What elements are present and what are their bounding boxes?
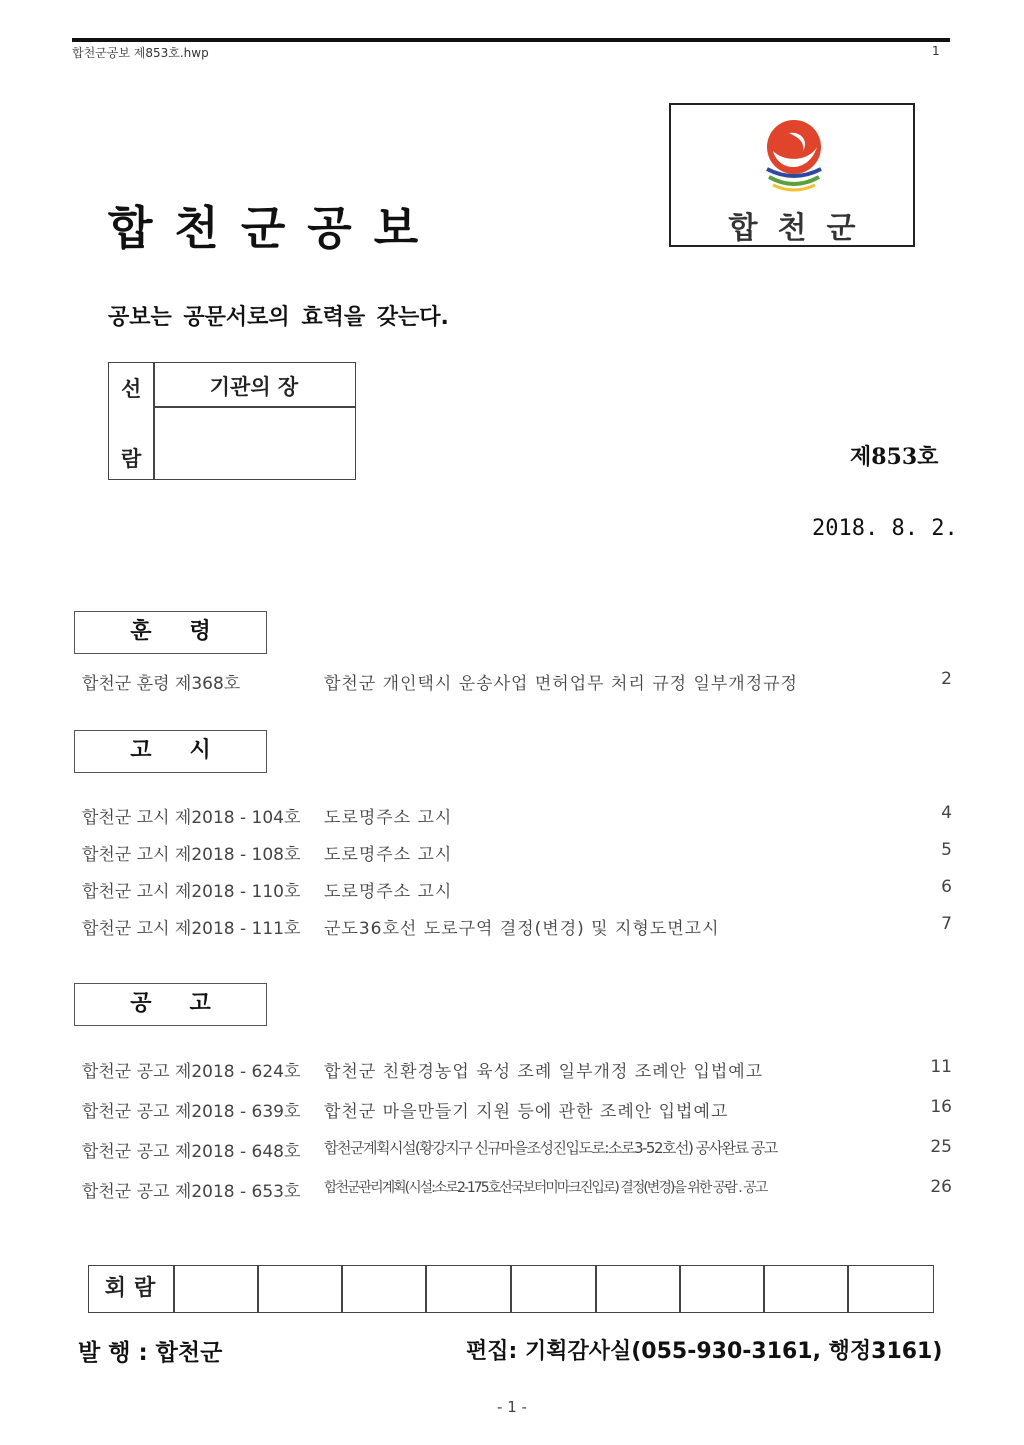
list-item[interactable] (82, 1097, 952, 1123)
entry-page: 11 (930, 1057, 952, 1077)
approval-box (108, 362, 356, 480)
list-item[interactable] (82, 1137, 952, 1163)
circulation-table (88, 1265, 934, 1313)
list-item[interactable] (82, 669, 952, 695)
list-item[interactable] (82, 877, 952, 903)
issue-number: 제853호 (850, 444, 939, 470)
list-item[interactable] (82, 1177, 952, 1203)
entry-title: 합천군 개인택시 운송사업 면허업무 처리 규정 일부개정규정 (324, 674, 798, 694)
entry-page: 26 (930, 1177, 952, 1197)
entry-title: 도로명주소 고시 (324, 808, 453, 828)
bulletin-subtitle: 공보는 공문서로의 효력을 갖는다. (108, 305, 449, 330)
entry-page: 25 (930, 1137, 952, 1157)
entry-page: 2 (941, 669, 952, 689)
header-rule (72, 38, 950, 42)
page-title: 합천군공보 (108, 201, 441, 255)
list-item[interactable] (82, 840, 952, 866)
entry-number: 합천군 공고 제2018 - 648호 (82, 1142, 301, 1162)
section-gosi: 고시 (74, 730, 267, 773)
section-gonggo: 공고 (74, 983, 267, 1026)
circulation-divider (257, 1266, 259, 1312)
approval-row-divider (153, 406, 355, 408)
issue-date: 2018. 8. 2. (812, 516, 958, 541)
circulation-divider (510, 1266, 512, 1312)
circulation-divider (425, 1266, 427, 1312)
entry-title: 합천군 마을만들기 지원 등에 관한 조례안 입법예고 (324, 1102, 729, 1122)
entry-number: 합천군 공고 제2018 - 624호 (82, 1062, 301, 1082)
entry-title: 도로명주소 고시 (324, 882, 453, 902)
county-emblem-icon (759, 117, 829, 197)
footer-page-number: - 1 - (497, 1398, 527, 1416)
publisher: 발 행 : 합천군 (78, 1340, 223, 1366)
entry-page: 4 (941, 803, 952, 823)
header-page-number: 1 (932, 44, 940, 58)
entry-page: 6 (941, 877, 952, 897)
circulation-divider (679, 1266, 681, 1312)
circulation-divider (341, 1266, 343, 1312)
circulation-divider (173, 1266, 175, 1312)
logo-text: 합천군 (728, 211, 876, 246)
entry-title: 합천군 친환경농업 육성 조례 일부개정 조례안 입법예고 (324, 1062, 764, 1082)
entry-title: 군도36호선 도로구역 결정(변경) 및 지형도면고시 (324, 919, 720, 939)
entry-title: 도로명주소 고시 (324, 845, 453, 865)
entry-number: 합천군 고시 제2018 - 110호 (82, 882, 301, 902)
list-item[interactable] (82, 914, 952, 940)
list-item[interactable] (82, 803, 952, 829)
entry-page: 5 (941, 840, 952, 860)
entry-number: 합천군 고시 제2018 - 108호 (82, 845, 301, 865)
entry-page: 16 (930, 1097, 952, 1117)
entry-number: 합천군 고시 제2018 - 104호 (82, 808, 301, 828)
entry-number: 합천군 훈령 제368호 (82, 674, 241, 694)
circulation-label: 회람 (104, 1276, 164, 1301)
entry-number: 합천군 공고 제2018 - 653호 (82, 1182, 301, 1202)
editor-contact: 편집: 기획감사실(055-930-3161, 행정3161) (466, 1339, 943, 1364)
header-filename: 합천군공보 제853호.hwp (72, 46, 209, 60)
circulation-divider (847, 1266, 849, 1312)
circulation-divider (763, 1266, 765, 1312)
county-logo-box (669, 103, 915, 247)
approval-label-seon: 선 (121, 377, 142, 401)
circulation-divider (595, 1266, 597, 1312)
entry-page: 7 (941, 914, 952, 934)
list-item[interactable] (82, 1057, 952, 1083)
section-hunryeong: 훈령 (74, 611, 267, 654)
entry-title: 합천군관리계획(시설:소로2-175호선국보터미마크진입로) 결정(변경)을 위한 공람 . 공고 (324, 1180, 767, 1196)
approval-header: 기관의 장 (209, 375, 299, 399)
approval-label-ram: 람 (121, 447, 142, 471)
entry-number: 합천군 공고 제2018 - 639호 (82, 1102, 301, 1122)
entry-title: 합천군계획시설(황강지구 신규마을조성진입도로:소로3-52호선) 공사완료 공고 (324, 1139, 777, 1157)
entry-number: 합천군 고시 제2018 - 111호 (82, 919, 301, 939)
